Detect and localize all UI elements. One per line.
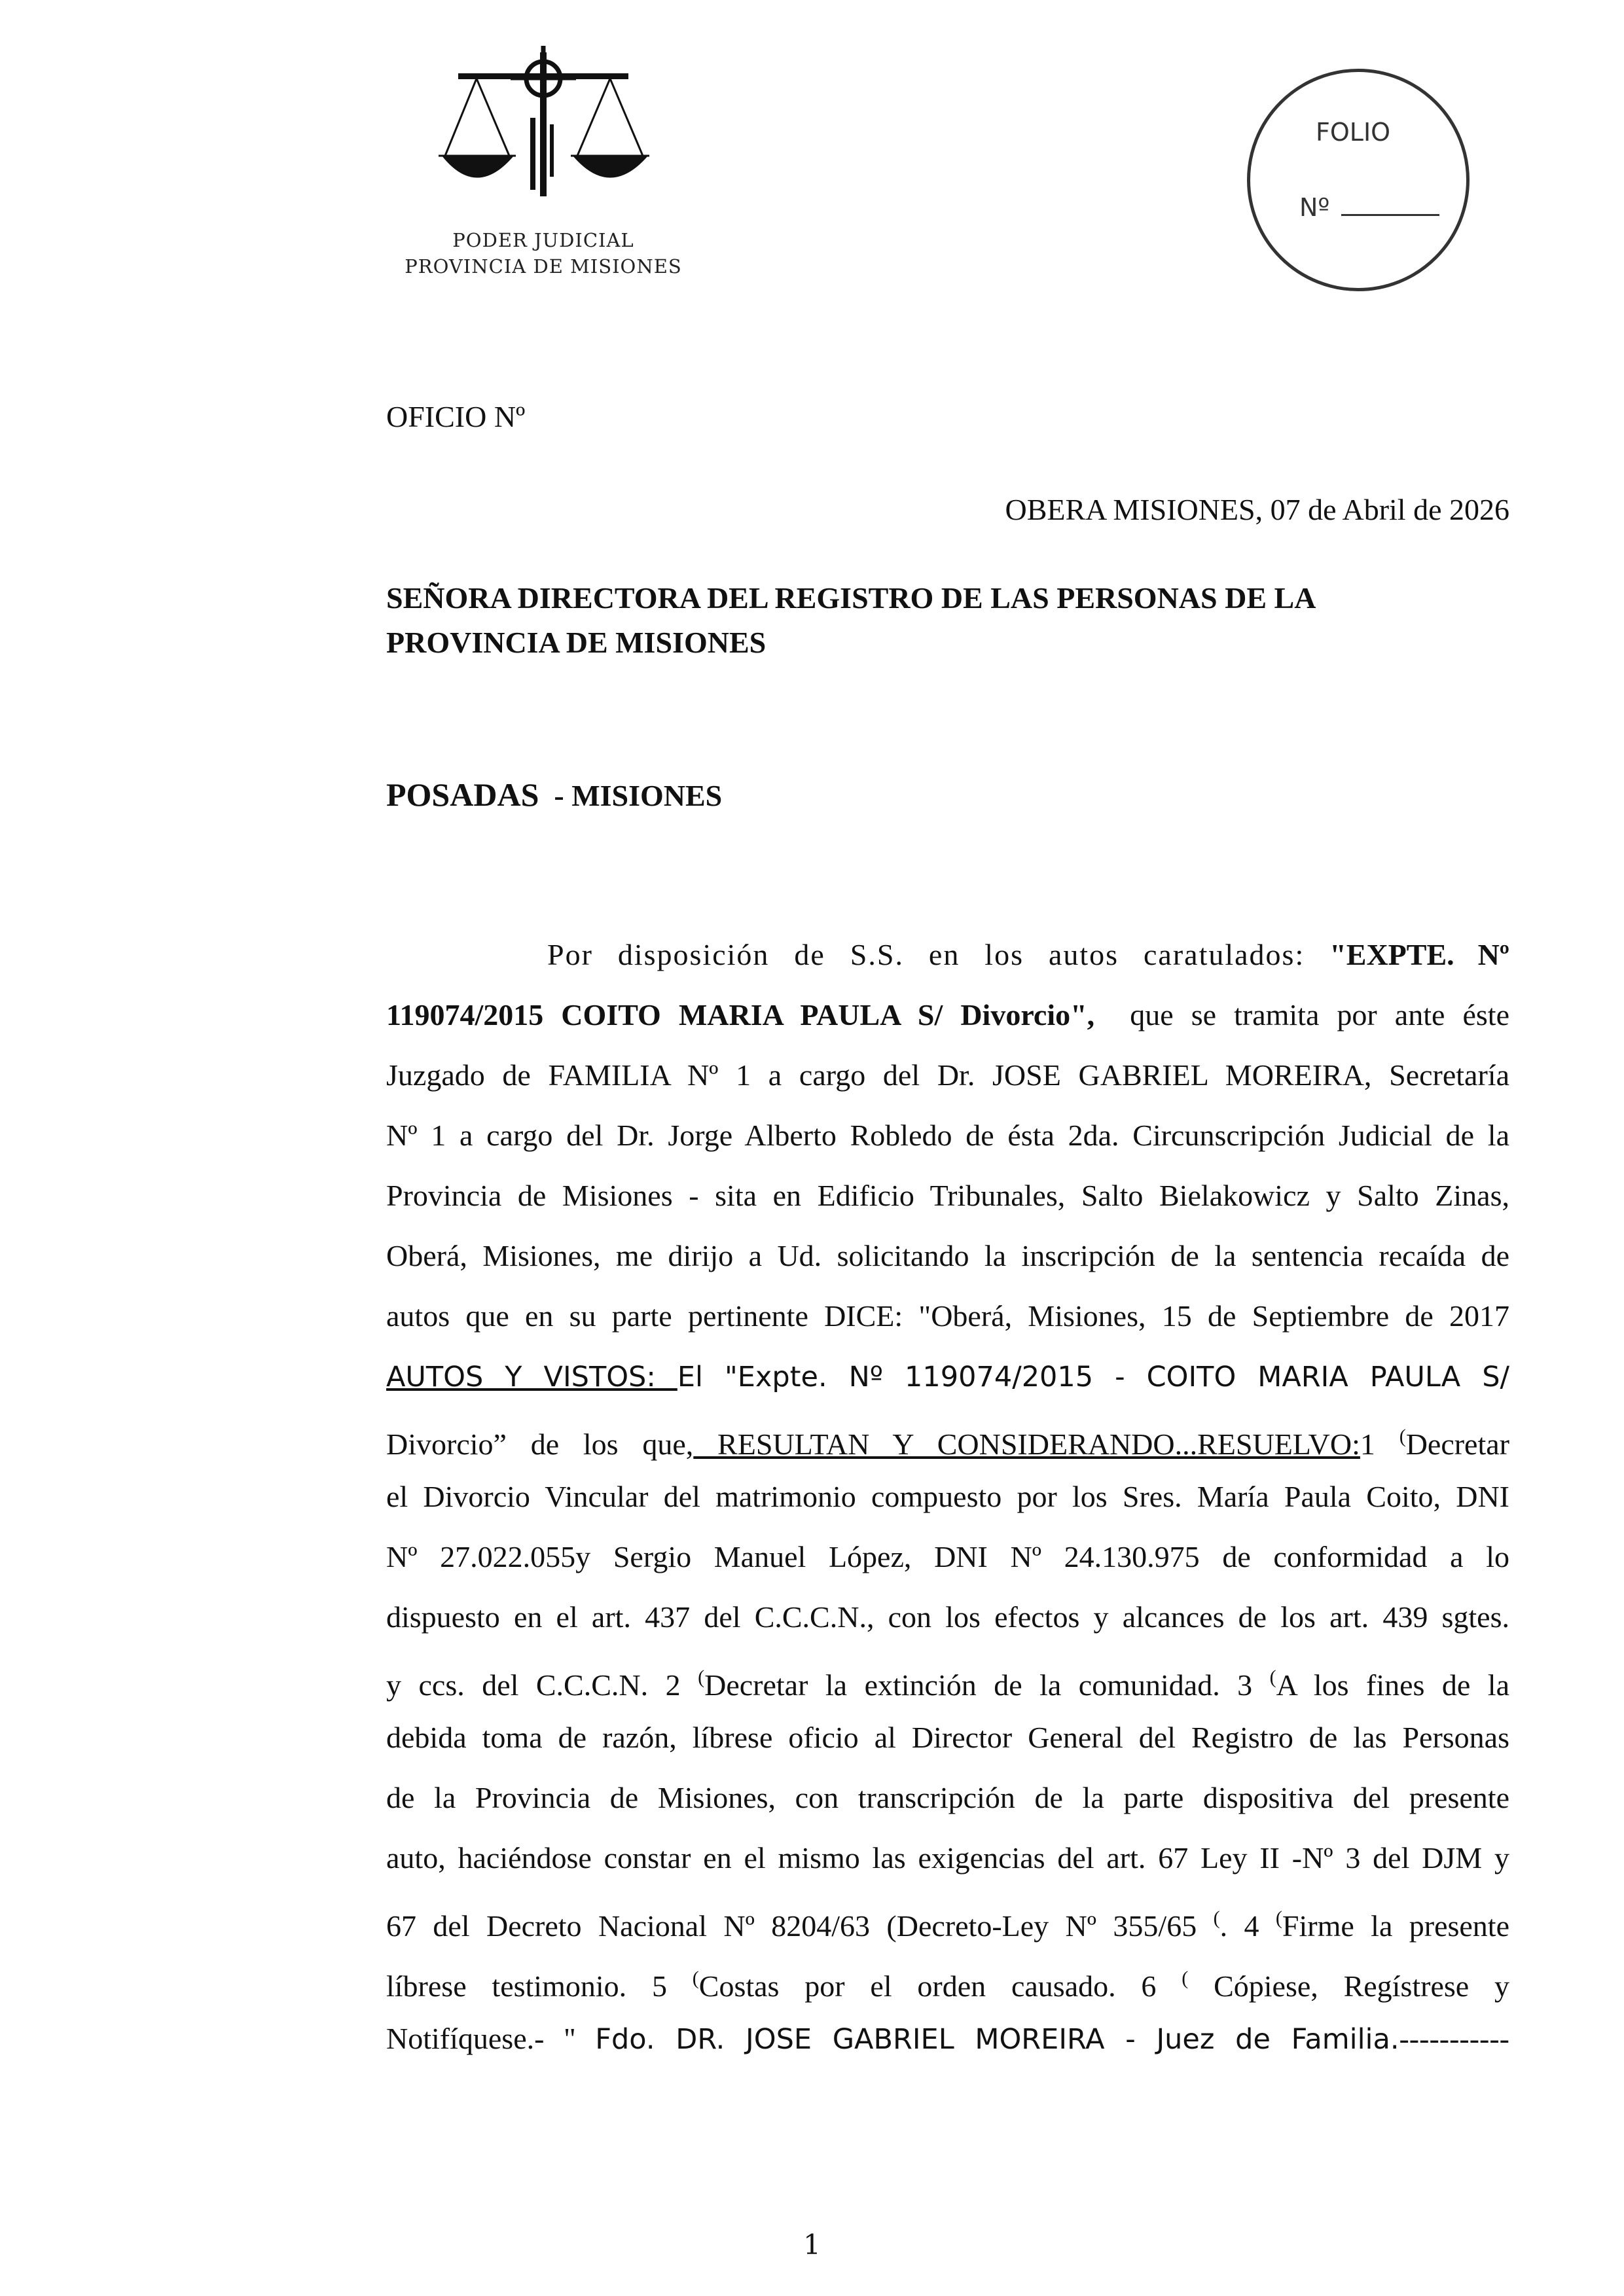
case-title-bold: 119074/2015 COITO MARIA PAULA S/ Divorcio",: [386, 998, 1095, 1031]
body-text: Decretar: [1405, 1427, 1509, 1461]
body-line-7: autos que en su parte pertinente DICE: "Oberá, Misiones, 15 de Septiembre de 2017: [386, 1299, 1509, 1333]
body-line-11: Nº 27.022.055y Sergio Manuel López, DNI Nº 24.130.975 de conformidad a lo: [386, 1540, 1509, 1573]
oficio-number: OFICIO Nº: [386, 400, 526, 433]
scales-of-justice-icon: [432, 39, 655, 209]
body-line-8: [386, 1346, 1509, 1407]
body-text: Divorcio” de los que,: [386, 1427, 694, 1461]
paren-mark: (: [698, 1666, 705, 1688]
body-line-16: auto, haciéndose constar en el mismo las exigencias del art. 67 Ley II -Nº 3 del DJM y: [386, 1841, 1509, 1874]
paren-mark: (: [1399, 1426, 1406, 1447]
body-text: y ccs. del C.C.C.N. 2: [386, 1668, 698, 1702]
folio-number-label: Nº: [1299, 193, 1330, 222]
body-line-17: [386, 1888, 1509, 1948]
resuelvo-underlined: RESULTAN Y CONSIDERANDO...RESUELVO:: [693, 1427, 1360, 1461]
seal-text-line1: PODER JUDICIAL: [452, 229, 634, 251]
paren-mark: (: [692, 1967, 699, 1989]
body-text: líbrese testimonio. 5: [386, 1969, 693, 2003]
body-line-10: el Divorcio Vincular del matrimonio compuesto por los Sres. María Paula Coito, DNI: [386, 1480, 1509, 1513]
city-name: POSADAS: [386, 776, 539, 813]
addressee-city: [386, 776, 722, 814]
body-text: Firme la presente: [1282, 1909, 1510, 1943]
body-text: Notifíquese.- ": [386, 2022, 596, 2055]
judge-signature-line: Fdo. DR. JOSE GABRIEL MOREIRA - Juez de Familia.: [595, 2023, 1399, 2056]
body-line-2: [386, 985, 1509, 1045]
body-line-6: Oberá, Misiones, me dirijo a Ud. solicitando la inscripción de la sentencia recaída de: [386, 1239, 1509, 1272]
page-number: 1: [803, 2229, 821, 2261]
document-body: [386, 925, 1509, 2069]
paren-mark: (: [1275, 1907, 1282, 1929]
dash-filler: -----------: [1399, 2022, 1509, 2055]
body-line-14: debida toma de razón, líbrese oficio al Director General del Registro de las Personas: [386, 1721, 1509, 1754]
judicial-seal-logo: [393, 39, 694, 301]
body-line-13: [386, 1647, 1509, 1708]
body-text: Cópiese, Regístrese y: [1188, 1969, 1509, 2003]
body-text: que se tramita por ante éste: [1130, 998, 1509, 1031]
body-line-9: [386, 1407, 1509, 1467]
body-text: Decretar la extinción de la comunidad. 3: [704, 1668, 1270, 1702]
item-number: 1: [1360, 1427, 1399, 1461]
body-text: Costas por el orden causado. 6: [698, 1969, 1182, 2003]
body-text: A los fines de la: [1276, 1668, 1509, 1702]
body-line-5: Provincia de Misiones - sita en Edificio Tribunales, Salto Bielakowicz y Salto Zinas,: [386, 1179, 1509, 1212]
body-line-18: [386, 1948, 1509, 2009]
autos-y-vistos-underlined: AUTOS Y VISTOS:: [386, 1361, 677, 1393]
folio-stamp: [1247, 69, 1470, 291]
seal-text-line2: PROVINCIA DE MISIONES: [405, 255, 682, 278]
body-text: Por disposición de S.S. en los autos caratulados:: [547, 938, 1330, 971]
case-title-bold: "EXPTE. Nº: [1329, 938, 1509, 971]
body-line-1: [386, 925, 1509, 985]
body-line-15: de la Provincia de Misiones, con transcripción de la parte dispositiva del presente: [386, 1781, 1509, 1814]
city-province: - MISIONES: [554, 779, 723, 812]
addressee-line2: PROVINCIA DE MISIONES: [386, 626, 767, 659]
body-line-19: [386, 2009, 1509, 2069]
addressee: [386, 576, 1316, 665]
paren-mark: (: [1269, 1666, 1276, 1688]
body-line-3: Juzgado de FAMILIA Nº 1 a cargo del Dr. JOSE GABRIEL MOREIRA, Secretaría: [386, 1058, 1509, 1092]
place-date: OBERA MISIONES, 07 de Abril de 2026: [1005, 493, 1509, 526]
body-line-4: Nº 1 a cargo del Dr. Jorge Alberto Robledo de ésta 2da. Circunscripción Judicial de la: [386, 1119, 1509, 1152]
item-number: . 4: [1219, 1909, 1276, 1943]
paren-mark: (: [1182, 1967, 1189, 1989]
paren-mark: (: [1213, 1907, 1220, 1929]
body-line-12: dispuesto en el art. 437 del C.C.C.N., con los efectos y alcances de los art. 439 sgtes.: [386, 1600, 1509, 1634]
addressee-line1: SEÑORA DIRECTORA DEL REGISTRO DE LAS PERSONAS DE LA: [386, 581, 1316, 615]
body-text: 67 del Decreto Nacional Nº 8204/63 (Decreto-Ley Nº 355/65: [386, 1909, 1214, 1943]
folio-label: FOLIO: [1316, 118, 1391, 147]
folio-number-field: [1299, 193, 1439, 222]
folio-blank-line: [1341, 214, 1439, 216]
body-text: El "Expte. Nº 119074/2015 - COITO MARIA PAULA S/: [677, 1361, 1509, 1393]
